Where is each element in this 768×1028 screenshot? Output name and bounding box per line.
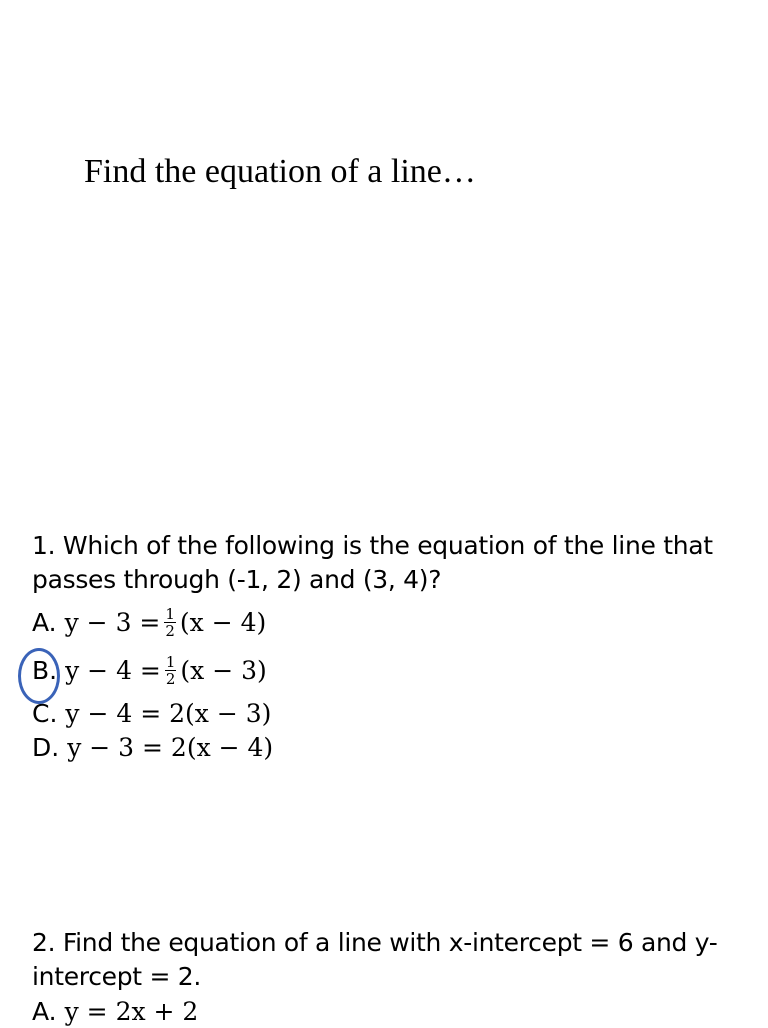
option-expression [65, 654, 267, 687]
expression-lhs: y − 3 = [64, 607, 161, 637]
expression-lhs: y − 4 = [65, 655, 161, 685]
fraction [165, 654, 177, 687]
option-expression [65, 606, 267, 639]
q2-option-a [32, 996, 198, 1028]
expression-rhs: (x − 3) [180, 655, 267, 685]
fraction-denominator: 2 [165, 622, 175, 640]
option-letter: A. [32, 997, 57, 1026]
expression-rhs: (x − 4) [179, 607, 267, 637]
answer-circle-mark [18, 648, 60, 704]
option-a [32, 606, 266, 639]
option-b [32, 654, 267, 687]
fraction-numerator: 1 [165, 653, 176, 671]
option-d [32, 732, 273, 764]
page-title: Find the equation of a line… [84, 153, 476, 190]
option-letter: C. [32, 699, 58, 728]
question-1: 1. Which of the following is the equation of the line that passes through (-1, 2) and (3, 4)? [32, 531, 713, 594]
option-c [32, 698, 271, 730]
fraction-denominator: 2 [165, 670, 176, 688]
fraction [164, 606, 176, 639]
option-letter: B. [32, 655, 58, 685]
option-letter: D. [32, 733, 60, 762]
fraction-numerator: 1 [165, 605, 175, 623]
option-expression: y = 2x + 2 [64, 997, 199, 1026]
question-2: 2. Find the equation of a line with x-intercept = 6 and y-intercept = 2. [32, 928, 718, 991]
option-letter: A. [32, 607, 57, 637]
option-expression: y − 4 = 2(x − 3) [65, 699, 272, 728]
option-expression: y − 3 = 2(x − 4) [67, 733, 274, 762]
